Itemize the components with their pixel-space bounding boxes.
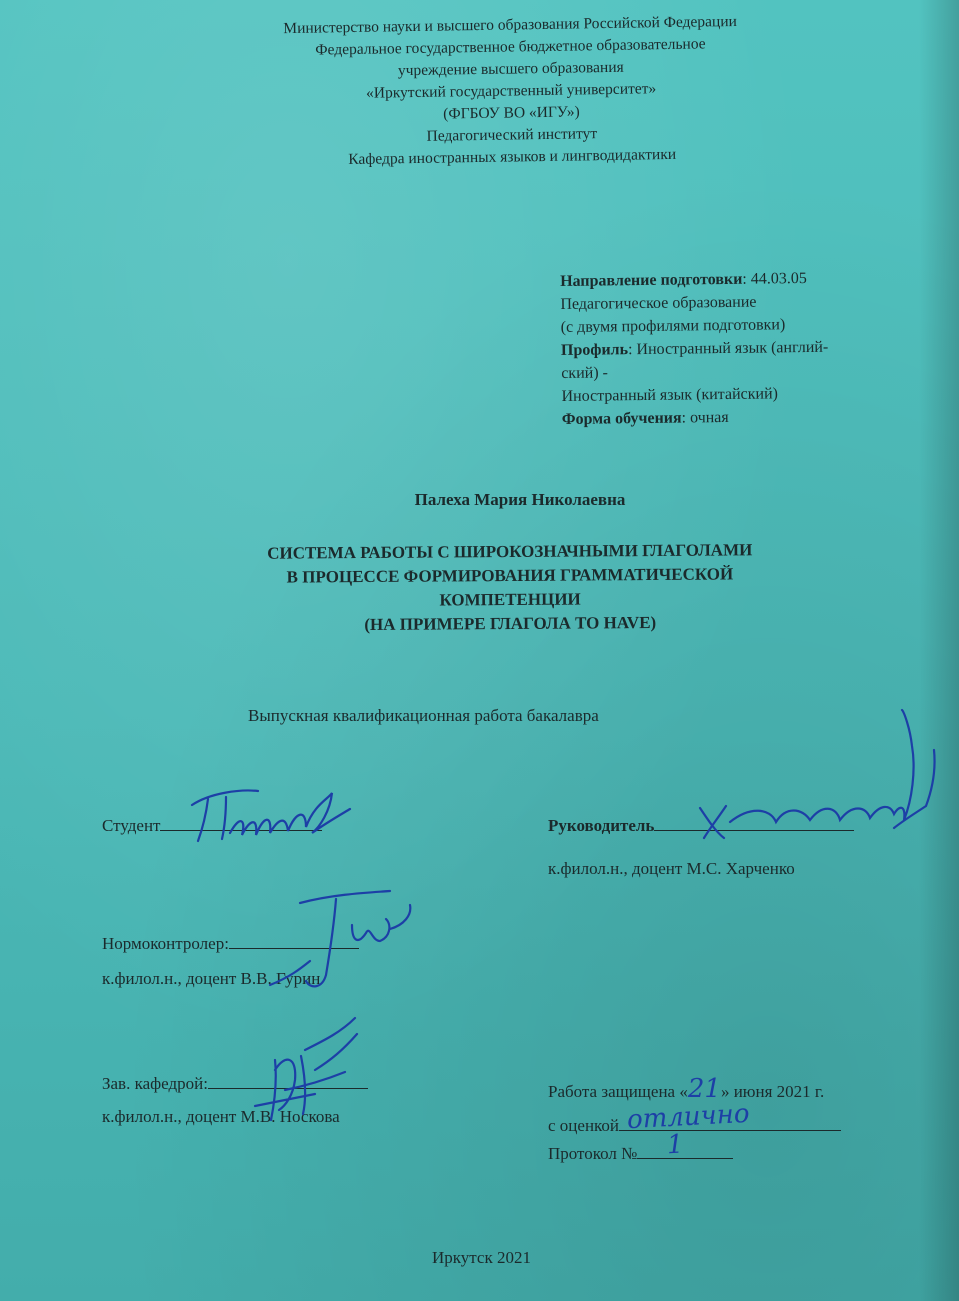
direction-line-2: Педагогическое образование [560, 293, 757, 313]
form-label: Форма обучения [561, 409, 682, 428]
profile-value: : Иностранный язык (англий- [627, 338, 829, 359]
supervisor-name: к.филол.н., доцент М.С. Харченко [548, 859, 795, 878]
defense-day: 21 [687, 1074, 721, 1104]
supervisor-label: Руководитель [548, 816, 655, 835]
normcontrol-signature [240, 885, 440, 995]
defense-date-line [548, 1076, 824, 1105]
header-line-institute: Педагогический институт [426, 125, 598, 145]
title-line-4: (НА ПРИМЕРЕ ГЛАГОЛА TO HAVE) [364, 612, 657, 635]
institution-header [160, 9, 862, 174]
header-line-institution-type: учреждение высшего образования [397, 58, 624, 80]
profile-label: Профиль [560, 341, 629, 359]
head-name: к.филол.н., доцент М.В. Носкова [102, 1107, 340, 1126]
grade-line [548, 1098, 841, 1139]
form-value: : очная [681, 408, 729, 427]
supervisor-signature [690, 710, 940, 850]
direction-line-3: (с двумя профилями подготовки) [560, 316, 786, 336]
protocol-line [548, 1129, 733, 1167]
thesis-title [150, 537, 871, 638]
grade-value: отлично [626, 1098, 751, 1136]
head-signature [245, 1010, 375, 1130]
title-line-3: КОМПЕТЕНЦИИ [439, 589, 581, 610]
student-label: Студент [102, 816, 161, 835]
grade-label: с оценкой [548, 1116, 620, 1135]
title-line-2: В ПРОЦЕССЕ ФОРМИРОВАНИЯ ГРАММАТИЧЕСКОЙ [286, 564, 734, 587]
normcontrol-name: к.филол.н., доцент В.В. Гурин [102, 969, 321, 988]
header-line-ministry: Министерство науки и высшего образования Российской Федерации [283, 12, 738, 38]
header-line-university: «Иркутский государственный университет» [365, 80, 657, 102]
page-edge-shadow [919, 0, 959, 1301]
profile-line-2: ский) - [561, 364, 609, 382]
direction-label: Направление подготовки [560, 270, 743, 290]
protocol-underline [637, 1129, 733, 1161]
protocol-label: Протокол № [548, 1144, 638, 1163]
direction-code: : 44.03.05 [742, 269, 807, 288]
grade-underline [619, 1098, 841, 1136]
defense-prefix: Работа защищена « [548, 1082, 688, 1101]
author-name: Палеха Мария Николаевна [414, 490, 626, 509]
study-info [560, 266, 922, 431]
defense-suffix: » июня 2021 г. [720, 1082, 825, 1101]
header-line-department: Кафедра иностранных языков и лингводидактики [348, 145, 677, 169]
header-line-federal: Федеральное государственное бюджетное образовательное [315, 35, 706, 59]
student-signature [180, 775, 365, 850]
head-label: Зав. кафедрой: [102, 1074, 208, 1093]
city-year: Иркутск 2021 [432, 1248, 531, 1267]
protocol-number: 1 [666, 1129, 685, 1161]
title-line-1: СИСТЕМА РАБОТЫ С ШИРОКОЗНАЧНЫМИ ГЛАГОЛАМИ [267, 540, 753, 563]
profile-line-3: Иностранный язык (китайский) [561, 385, 779, 405]
work-type: Выпускная квалификационная работа бакалавра [248, 706, 599, 725]
header-line-abbreviation: (ФГБОУ ВО «ИГУ») [443, 103, 580, 123]
normcontrol-label: Нормоконтролер: [102, 934, 229, 953]
